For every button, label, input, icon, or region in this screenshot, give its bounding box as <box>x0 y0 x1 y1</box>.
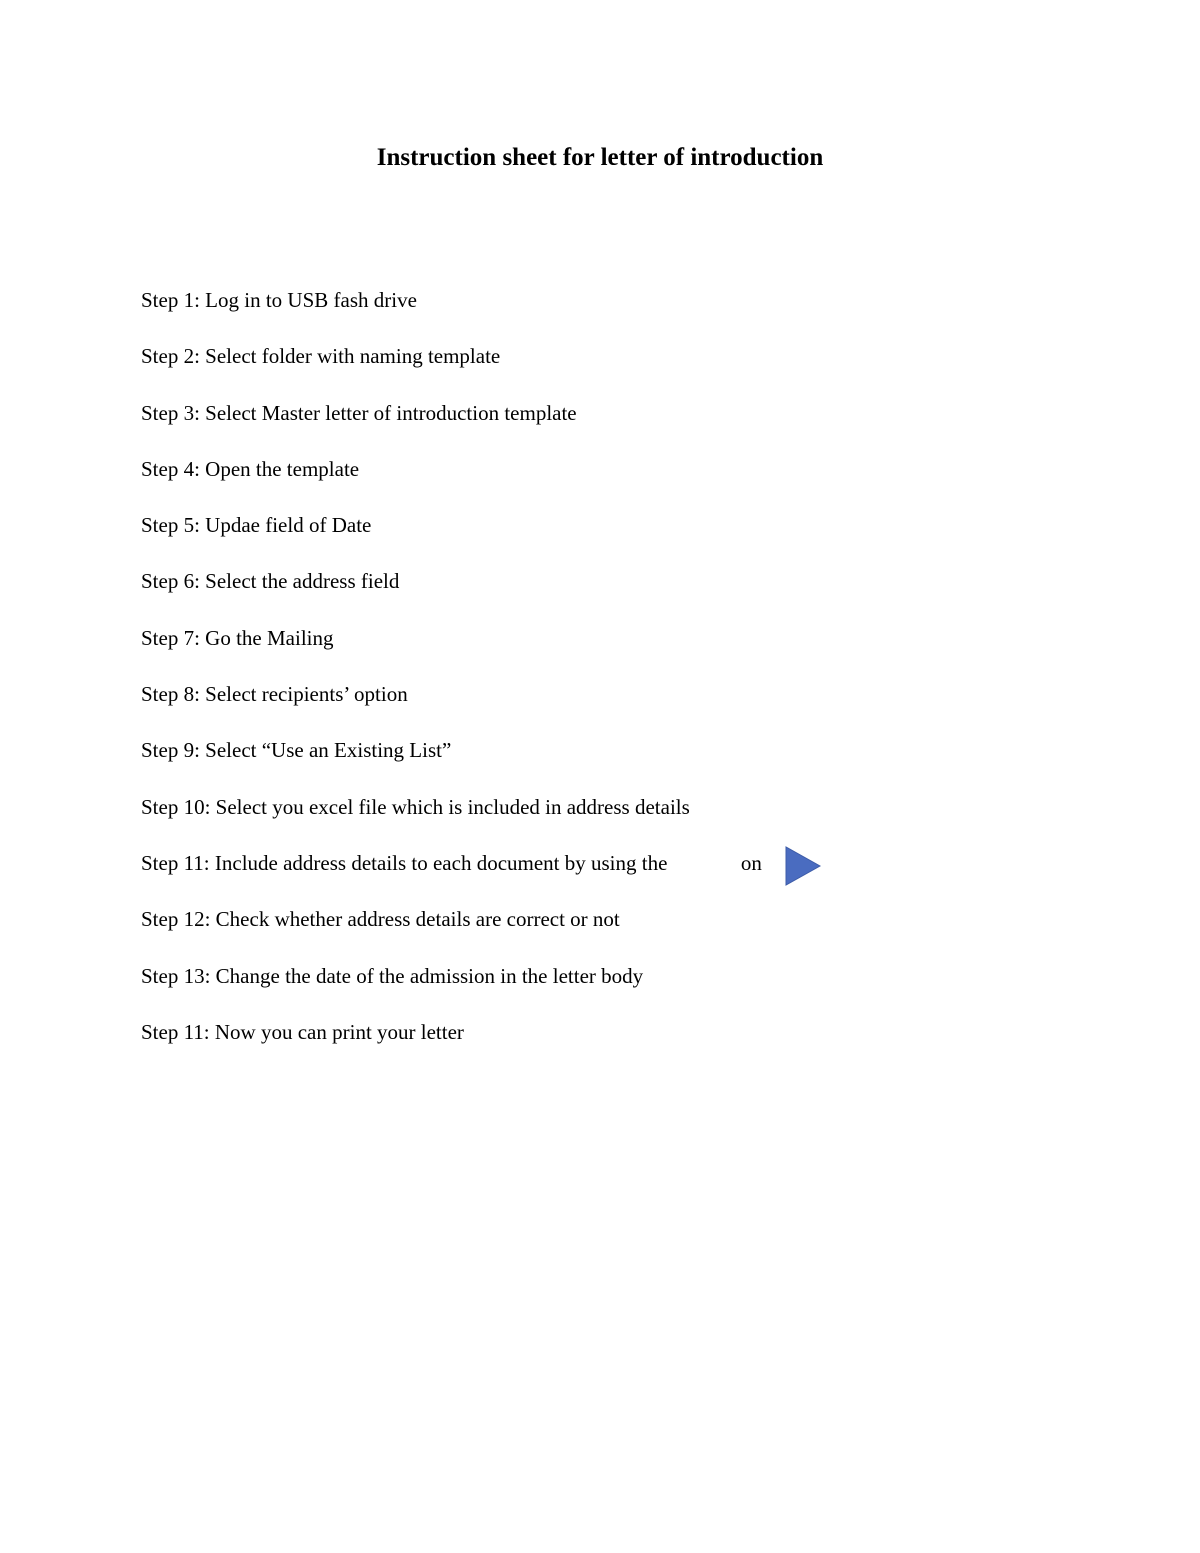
step-item: Step 2: Select folder with naming template <box>141 344 501 369</box>
step-item: Step 5: Updae field of Date <box>141 513 372 538</box>
page-title: Instruction sheet for letter of introduction <box>376 144 824 171</box>
play-icon <box>785 846 821 886</box>
step-item: Step 6: Select the address field <box>141 569 400 594</box>
steps-list <box>141 283 762 1071</box>
step-item: Step 13: Change the date of the admission in the letter body <box>141 963 644 988</box>
step-item: Step 12: Check whether address details are correct or not <box>141 907 620 932</box>
step-item: Step 11: Now you can print your letter <box>141 1019 464 1044</box>
play-button[interactable] <box>785 846 821 886</box>
step-item: Step 3: Select Master letter of introduction template <box>141 400 577 425</box>
step-item: Step 7: Go the Mailing <box>141 625 334 650</box>
step-item: Step 8: Select recipients’ option <box>141 682 408 707</box>
step-item: Step 4: Open the template <box>141 456 360 481</box>
step-item: Step 10: Select you excel file which is included in address details <box>141 794 690 819</box>
step-item: Step 1: Log in to USB fash drive <box>141 288 417 312</box>
step-item: Step 11: Include address details to each document by using the on <box>141 850 762 875</box>
step-item: Step 9: Select “Use an Existing List” <box>141 738 452 763</box>
